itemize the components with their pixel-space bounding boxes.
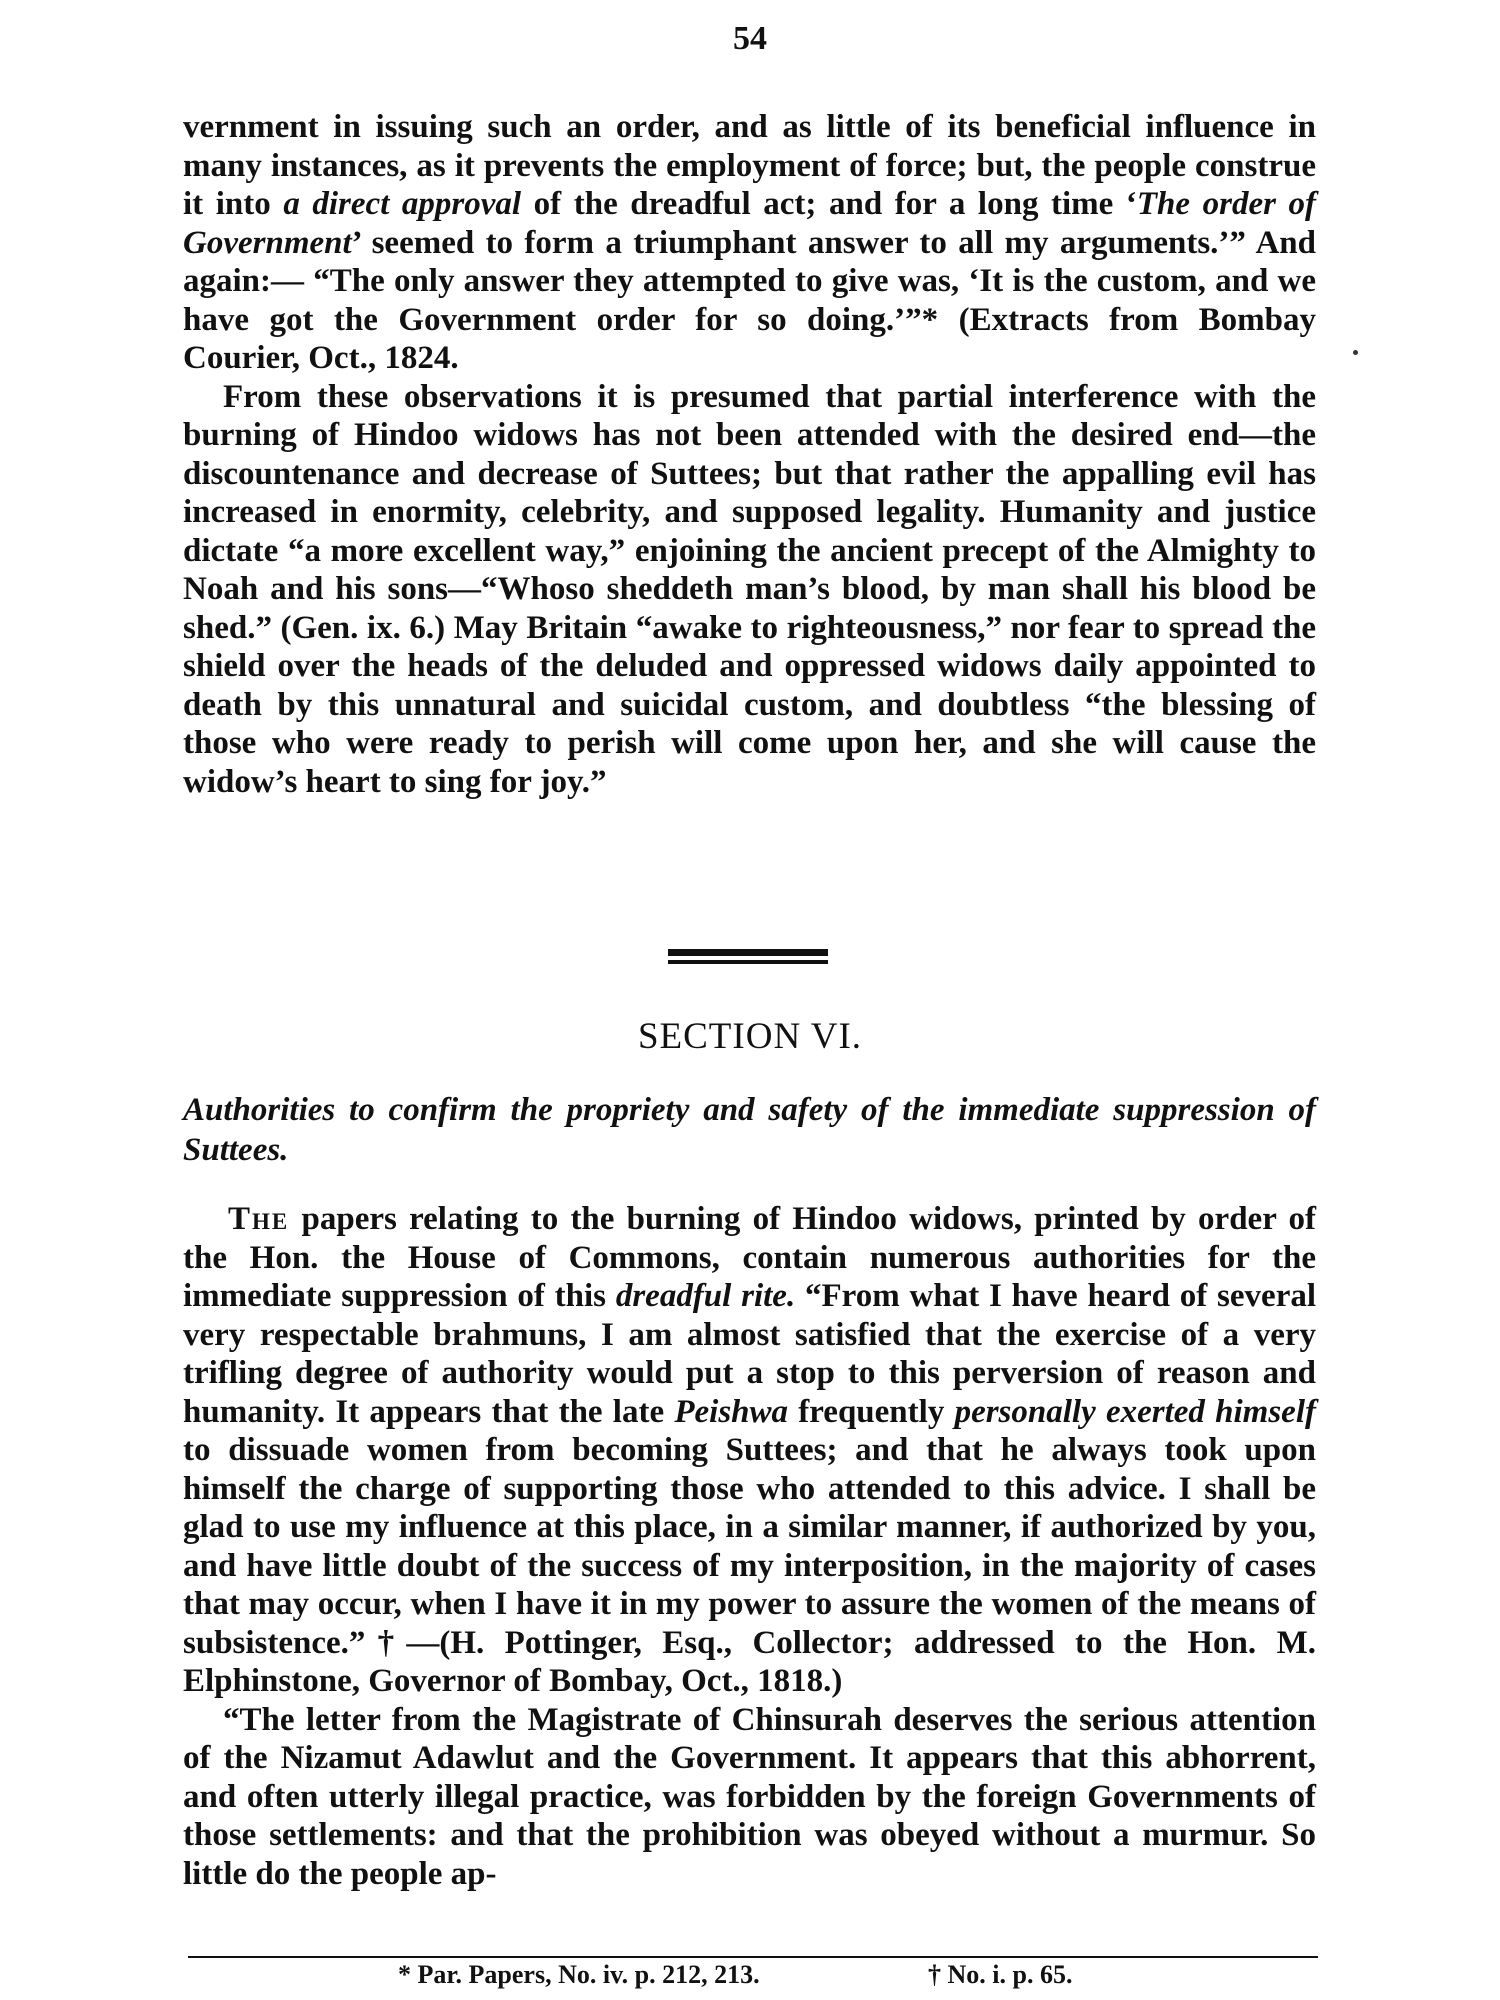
italic-run: The order of Government bbox=[183, 186, 1316, 261]
footnote-rule bbox=[188, 1956, 1318, 1958]
italic-run: Peishwa bbox=[674, 1393, 789, 1430]
paragraph-papers bbox=[183, 1200, 1316, 1701]
text-run: ’ seemed to form a triumphant answer to all my arguments.’” And again:— “The only answer they attempted to give was, ‘It is the custom, and we have got the Government order for so doing.’”* (Extracts from Bombay Courier, Oct., 1824. bbox=[183, 224, 1316, 376]
footnote-1: * Par. Papers, No. iv. p. 212, 213. bbox=[398, 1960, 760, 1989]
footnote-2: † No. i. p. 65. bbox=[928, 1960, 1073, 1989]
text-run: papers relating to the burning of Hindoo widows, printed by order of the Hon. the House of Commons, contain numerous authorities for the immediate suppression of this bbox=[183, 1201, 1316, 1314]
paragraph-continuation bbox=[183, 108, 1316, 378]
page-number: 54 bbox=[733, 20, 767, 57]
text-block-section-body bbox=[183, 1200, 1316, 1893]
text-run: From these observations it is presumed that partial interference with the burning of Hindoo widows has not been attended with the desired end—the discountenance and decrease of Suttees; but that rather the appalling evil has increased in enormity, celebrity, and supposed legality. Humanity and justice dictate “a more excellent way,” enjoining the ancient precept of the Almighty to Noah and his sons—“Whoso sheddeth man’s blood, by man shall his blood be shed.” (Gen. ix. 6.) May Britain “awake to righteousness,” nor fear to spread the shield over the heads of the deluded and oppressed widows daily appointed to death by this unnatural and suicidal custom, and doubtless “the blessing of those who were ready to perish will come upon her, and she will cause the widow’s heart to sing for joy.” bbox=[183, 378, 1316, 800]
text-run: vernment in issuing such an order, and as little of its beneficial influence in many instances, as it prevents the employment of force; but, the people construe it into bbox=[183, 109, 1316, 222]
italic-run: a direct approval bbox=[283, 186, 522, 222]
paragraph-chinsurah bbox=[183, 1701, 1316, 1894]
print-speck bbox=[1353, 350, 1358, 355]
section-heading: SECTION VI. bbox=[637, 1016, 863, 1057]
text-block-continuation bbox=[183, 108, 1316, 801]
italic-run: dreadful rite. bbox=[615, 1278, 796, 1314]
paragraph-observations bbox=[183, 378, 1316, 802]
text-run: “From what I have heard of several very respectable brahmuns, I am almost satisfied that the exercise of a very trifling degree of authority would put a stop to this perversion of reason and humanity. It appears that the late bbox=[183, 1278, 1317, 1430]
section-subtitle: Authorities to confirm the propriety and safety of the immediate suppression of Suttees. bbox=[183, 1092, 1316, 1168]
lead-word: The bbox=[228, 1201, 290, 1237]
text-run: of the dreadful act; and for a long time ‘ bbox=[521, 186, 1137, 222]
italic-run: personally exerted himself bbox=[954, 1393, 1316, 1430]
text-run: “The letter from the Magistrate of Chinsurah deserves the serious attention of the Nizamut Adawlut and the Government. It appears that this abhorrent, and often utterly illegal practice, was forbidden by the foreign Governments of those settlements: and that the prohibition was obeyed without a murmur. So little do the people ap- bbox=[183, 1701, 1316, 1892]
text-run: frequently bbox=[788, 1393, 955, 1430]
text-run: to dissuade women from becoming Suttees; and that he always took upon himself the charge of supporting those who attended to this advice. I shall be glad to use my influence at this place, in a similar manner, if authorized by you, and have little doubt of the success of my interposition, in the majority of cases that may occur, when I have it in my power to assure the women of the means of subsistence.”†—(H. Pottinger, Esq., Collector; addressed to the Hon. M. Elphinstone, Governor of Bombay, Oct., 1818.) bbox=[183, 1432, 1316, 1699]
paragraph-papers-text bbox=[183, 1201, 1316, 1699]
section-divider-rule bbox=[668, 949, 828, 967]
